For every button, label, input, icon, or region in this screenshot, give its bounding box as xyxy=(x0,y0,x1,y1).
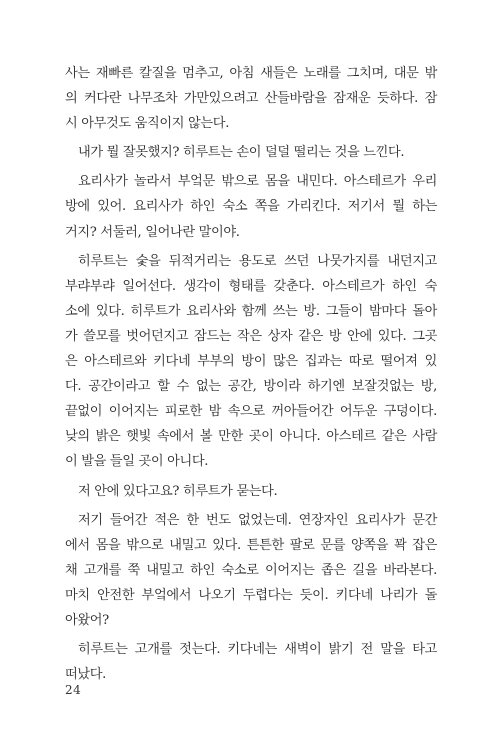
body-text xyxy=(65,61,437,691)
text-line: 저기 들어간 적은 한 번도 없었는데. 연장자인 요리사가 문간 xyxy=(78,512,437,528)
text-line: 아왔어? xyxy=(65,612,109,628)
text-line: 거지? 서둘러, 일어나란 말이야. xyxy=(65,224,240,240)
text-line: 사는 재빠른 칼질을 멈추고, 아침 새들은 노래를 그치며, 대문 밖 xyxy=(65,66,437,81)
text-line: 히루트는 고개를 젓는다. 키다네는 새벽이 밝기 전 말을 타고 xyxy=(78,642,437,658)
paragraph xyxy=(65,169,437,244)
text-line: 소에 있다. 히루트가 요리사와 함께 쓰는 방. 그들이 밤마다 돌아 xyxy=(65,303,437,319)
text-line: 요리사가 놀라서 부엌문 밖으로 몸을 내민다. 아스테르가 우리 xyxy=(78,174,437,190)
text-line: 마치 안전한 부엌에서 나오기 두렵다는 듯이. 키다네 나리가 돌 xyxy=(65,587,437,603)
text-line: 낮의 밝은 햇빛 속에서 볼 만한 곳이 아니다. 아스테르 같은 사람 xyxy=(65,429,437,445)
text-line: 부랴부랴 일어선다. 생각이 형태를 갖춘다. 아스테르가 하인 숙 xyxy=(65,278,437,294)
text-line: 방에 있어. 요리사가 하인 숙소 쪽을 가리킨다. 저기서 뭘 하는 xyxy=(65,199,437,215)
paragraph xyxy=(65,61,437,136)
text-line: 떠났다. xyxy=(65,667,107,683)
paragraph xyxy=(65,479,437,504)
text-line: 채 고개를 쭉 내밀고 하인 숙소로 이어지는 좁은 길을 바라본다. xyxy=(65,562,437,578)
paragraph xyxy=(65,140,437,165)
text-line: 내가 뭘 잘못했지? 히루트는 손이 덜덜 떨리는 것을 느낀다. xyxy=(78,145,405,161)
paragraph xyxy=(65,249,437,475)
text-line: 이 발을 들일 곳이 아니다. xyxy=(65,454,209,470)
text-line: 시 아무것도 움직이지 않는다. xyxy=(65,116,230,132)
paragraph xyxy=(65,637,437,687)
text-line: 가 쓸모를 벗어던지고 잠드는 작은 상자 같은 방 안에 있다. 그곳 xyxy=(65,328,437,344)
page-number: 24 xyxy=(65,683,82,697)
text-line: 히루트는 숯을 뒤적거리는 용도로 쓰던 나뭇가지를 내던지고 xyxy=(78,253,437,269)
text-line: 다. 공간이라고 할 수 없는 공간, 방이라 하기엔 보잘것없는 방, xyxy=(65,379,437,395)
text-line: 저 안에 있다고요? 히루트가 묻는다. xyxy=(78,483,278,499)
text-line: 에서 몸을 밖으로 내밀고 있다. 튼튼한 팔로 문를 양쪽을 꽉 잡은 xyxy=(65,537,437,553)
text-line: 의 커다란 나무조차 가만있으려고 산들바람을 잠재운 듯하다. 잠 xyxy=(65,91,437,107)
text-line: 은 아스테르와 키다네 부부의 방이 많은 집과는 따로 떨어져 있 xyxy=(65,354,437,370)
text-line: 끝없이 이어지는 피로한 밤 속으로 꺼아들어간 어두운 구덩이다. xyxy=(65,404,437,420)
paragraph xyxy=(65,508,437,633)
